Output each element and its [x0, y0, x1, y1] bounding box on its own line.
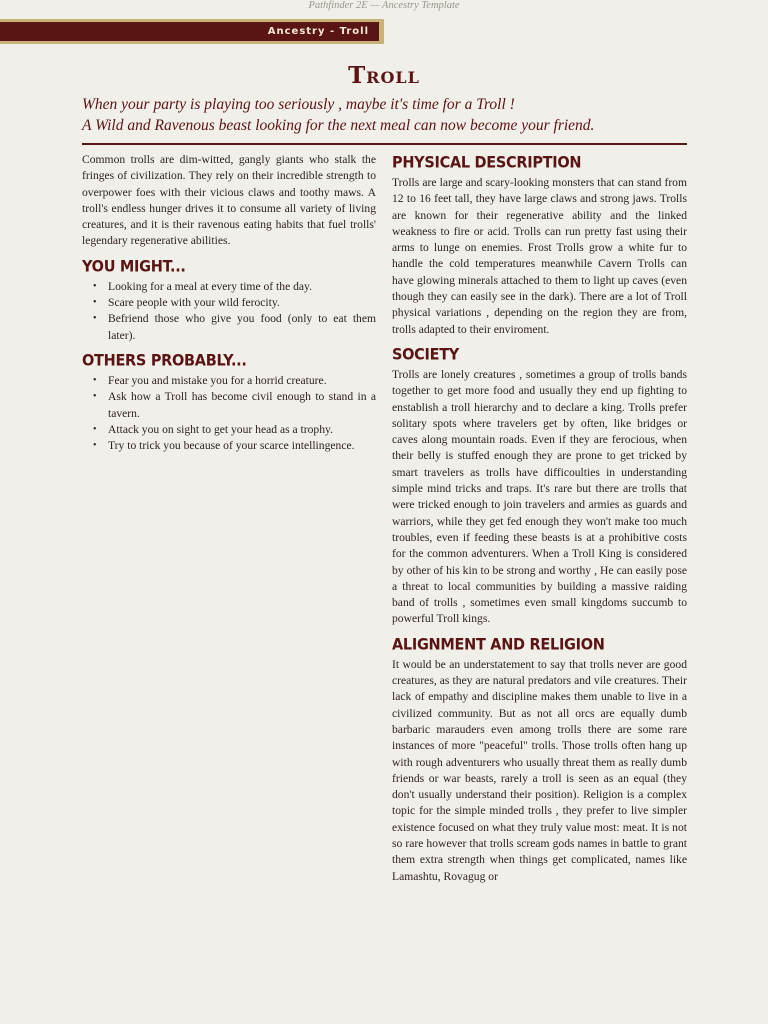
list-item: • Ask how a Troll has become civil enough to stand in a tavern.	[108, 389, 376, 422]
alignment-religion-heading: ALIGNMENT AND RELIGION	[392, 635, 605, 654]
banner-label: Ancestry - Troll	[0, 22, 379, 41]
others-probably-heading: OTHERS PROBABLY...	[82, 351, 247, 370]
ancestry-banner	[0, 19, 384, 44]
you-might-heading: YOU MIGHT...	[82, 257, 186, 276]
list-item: • Looking for a meal at every time of the day.	[108, 279, 376, 295]
list-item: • Scare people with your wild ferocity.	[108, 295, 376, 311]
others-probably-list	[82, 373, 376, 454]
tagline-line-1: When your party is playing too seriously , maybe it's time for a Troll !	[82, 96, 515, 113]
page-title: Troll	[348, 62, 420, 89]
society-heading: SOCIETY	[392, 345, 460, 364]
tagline-line-2: A Wild and Ravenous beast looking for the next meal can now become your friend.	[82, 117, 595, 134]
left-column	[82, 152, 376, 454]
you-might-list	[82, 279, 376, 344]
physical-description-heading: PHYSICAL DESCRIPTION	[392, 154, 582, 172]
list-item: • Befriend those who give you food (only to eat them later).	[108, 311, 376, 344]
list-item: • Fear you and mistake you for a horrid creature.	[108, 373, 376, 389]
list-item: • Attack you on sight to get your head as a trophy.	[108, 422, 376, 438]
society-text: Trolls are lonely creatures , sometimes a group of trolls bands together to get more food and usually they end up fighting to enstablish a troll hierarchy and to declare a king. Trolls prefer solitary spots where travelers get by often, like bridges or caves along mountain roads. Even if they are ferocious, when their belly is stuffed enough they are prone to get tricked by smart travelers as trolls have difficoulties in understanding simple mind tricks and traps. It's rare but there are trolls that were tricked enough to join travelers and armies as guards and warriors, while they get fed enough they won't make too much troubles, even if feeding these beasts is at a prohibitive costs for the common adventurers. When a Troll King is considered by other of his kin to be strong and worthy , He can easily pose a threat to local communities by building a massive raiding band of trolls , sometimes even small kingdoms succumb to powerful Troll kings.	[392, 367, 687, 626]
list-item: • Try to trick you because of your scarce intellingence.	[108, 438, 376, 454]
title-divider	[82, 143, 687, 145]
intro-paragraph: Common trolls are dim-witted, gangly giants who stalk the fringes of civilization. They rely on their incredible strength to overpower foes with their vicious claws and toothy maws. A troll's endless hunger drives it to consume all variety of living creatures, and it is their ravenous eating habits that fuel trolls' legendary regenerative abilities.	[82, 153, 376, 248]
tagline	[82, 94, 692, 136]
running-header: Pathfinder 2E — Ancestry Template	[308, 0, 460, 11]
right-column	[392, 152, 687, 885]
alignment-religion-text: It would be an understatement to say that trolls never are good creatures, as they are natural predators and vile creatures. Their lack of empathy and discipline makes them unable to live in a civilized community. But as not all orcs are equally dumb barbaric marauders even among trolls there are some rare instances of more "peaceful" trolls. Those trolls often hang up with rough adventurers who usually threat them as really dumb friends or war beasts, rarely a troll is seen as an equal (they don't usually understand their position). Religion is a complex topic for the simple minded trolls , they prefer to live simpler existence focused on what they truly value most: meat. It is not so rare however that trolls scream gods names in battle to grant them extra strength when things get complicated, names like Lamashtu, Rovagug or	[392, 657, 687, 883]
physical-description-text: Trolls are large and scary-looking monsters that can stand from 12 to 16 feet tall, they have large claws and strong jaws. Trolls are known for their regenerative ability and the linked weakness to fire or acid. Trolls can run pretty fast using their arms to lunge on enemies. Frost Trolls grow a white fur to handle the cold temperatures meanwhile Cavern Trolls can have glowing minerals attached to them to light up caves (even though they can easily see in the dark). There are a lot of Troll physical variations , depending on the region they are from, trolls adapted to their enviroment.	[392, 176, 687, 336]
